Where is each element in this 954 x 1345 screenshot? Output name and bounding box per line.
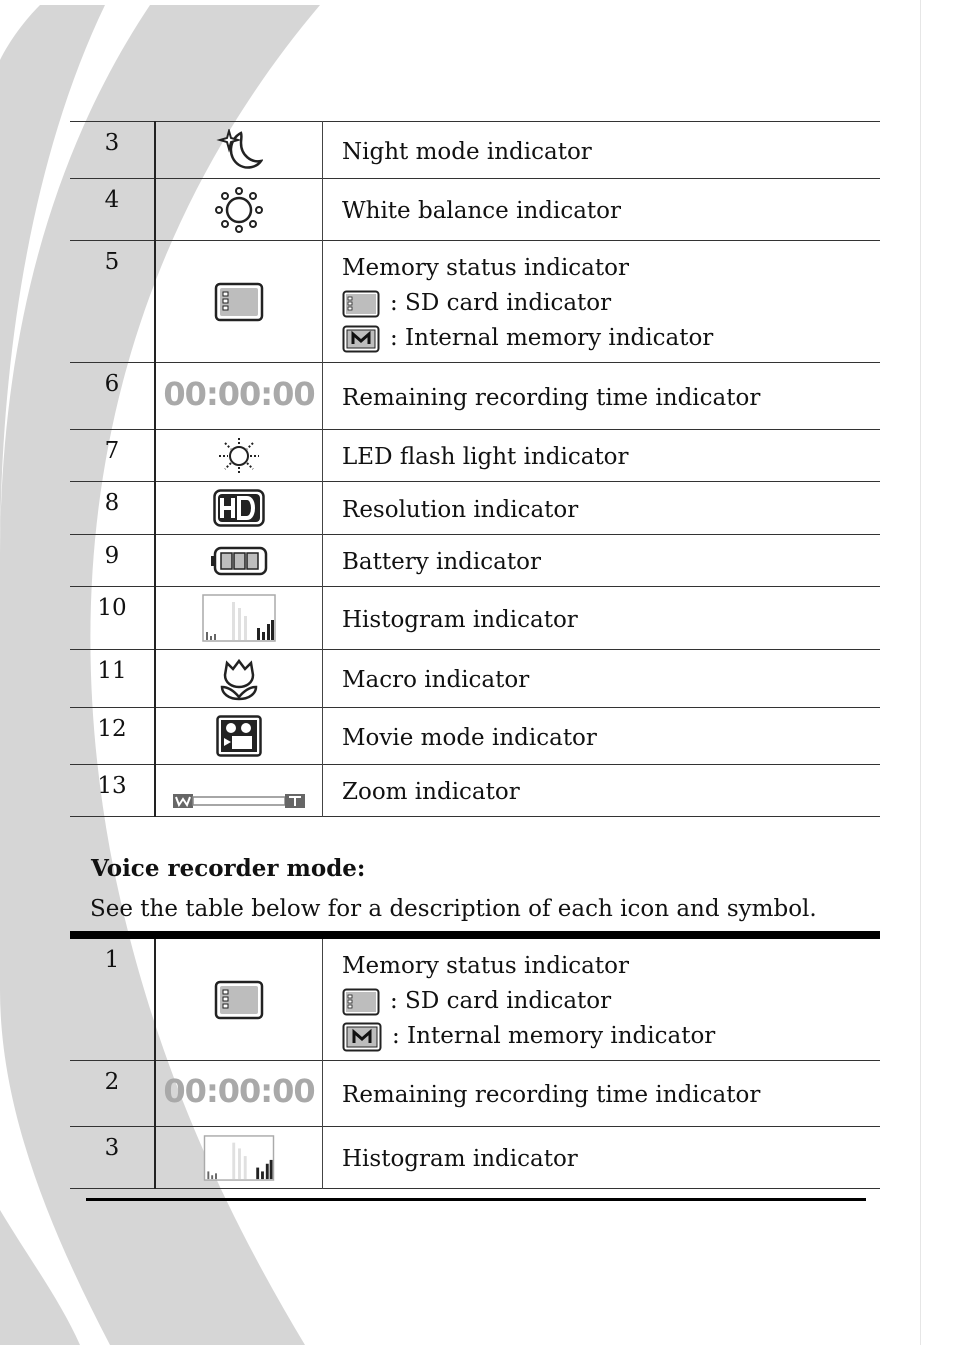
table-row: [70, 935, 880, 1061]
hd-resolution-icon: [213, 489, 265, 527]
night-mode-icon: [215, 129, 263, 171]
row-number: 8: [104, 490, 120, 516]
macro-flower-icon: [218, 657, 260, 701]
description: Zoom indicator: [342, 779, 520, 805]
battery-icon: [210, 546, 268, 576]
timer-display: 00:00:00: [163, 374, 315, 413]
description: Remaining recording time indicator: [342, 384, 761, 411]
description: Macro indicator: [342, 667, 530, 693]
white-balance-icon: [214, 187, 264, 233]
row-number: 9: [104, 543, 120, 569]
footer-rule: [86, 1198, 866, 1201]
table-row: [70, 482, 880, 535]
memory-card-icon: [214, 980, 264, 1020]
row-number: 3: [104, 130, 120, 156]
table-row: [70, 708, 880, 765]
table-row: [70, 650, 880, 708]
row-number: 5: [104, 249, 120, 275]
description: White balance indicator: [342, 198, 622, 224]
description: Memory status indicator: [342, 953, 629, 979]
section-intro: See the table below for a description of each icon and symbol.: [90, 896, 817, 922]
internal-memory-label: : Internal memory indicator: [390, 325, 714, 351]
row-number: 4: [104, 187, 120, 213]
table-row: [70, 765, 880, 817]
table-row: [70, 241, 880, 363]
sd-card-label: : SD card indicator: [390, 290, 612, 316]
row-number: 2: [104, 1069, 120, 1095]
internal-memory-label: : Internal memory indicator: [392, 1023, 716, 1049]
table-row: [70, 587, 880, 650]
description: Resolution indicator: [342, 496, 579, 523]
voice-icon-table: [70, 931, 880, 1189]
row-number: 11: [97, 658, 127, 684]
row-number: 6: [104, 371, 120, 397]
table-row: [70, 430, 880, 482]
sd-card-label: : SD card indicator: [390, 988, 612, 1014]
row-number: 7: [104, 438, 120, 464]
led-flash-icon: [216, 436, 262, 476]
description: Movie mode indicator: [342, 724, 597, 751]
histogram-icon: [202, 594, 276, 642]
row-number: 10: [97, 595, 127, 621]
table-row: [70, 1127, 880, 1189]
sd-card-icon: [342, 988, 380, 1016]
description: Night mode indicator: [342, 138, 592, 165]
table-row: [70, 1061, 880, 1127]
description: Histogram indicator: [342, 606, 578, 633]
timer-display: 00:00:00: [163, 1072, 315, 1110]
description: Battery indicator: [342, 549, 541, 575]
sd-card-icon: [342, 290, 380, 318]
description: Memory status indicator: [342, 255, 629, 281]
table-row: [70, 363, 880, 430]
histogram-icon: [203, 1135, 275, 1181]
internal-memory-icon: [342, 325, 380, 353]
row-number: 1: [104, 947, 120, 973]
row-number: 12: [97, 716, 127, 742]
table-row: [70, 122, 880, 179]
movie-camera-icon: [216, 715, 262, 757]
internal-memory-icon: [342, 1022, 382, 1052]
description: Remaining recording time indicator: [342, 1082, 761, 1108]
table-row: [70, 179, 880, 241]
zoom-bar-icon: [172, 792, 306, 810]
memory-card-icon: [214, 282, 264, 322]
section-heading: Voice recorder mode:: [91, 855, 366, 882]
description: LED flash light indicator: [342, 444, 629, 470]
camera-icon-table: [70, 121, 880, 817]
description: Histogram indicator: [342, 1146, 578, 1172]
row-number: 13: [97, 773, 127, 799]
page-edge-rule: [920, 0, 921, 1345]
row-number: 3: [104, 1135, 120, 1161]
table-row: [70, 535, 880, 587]
